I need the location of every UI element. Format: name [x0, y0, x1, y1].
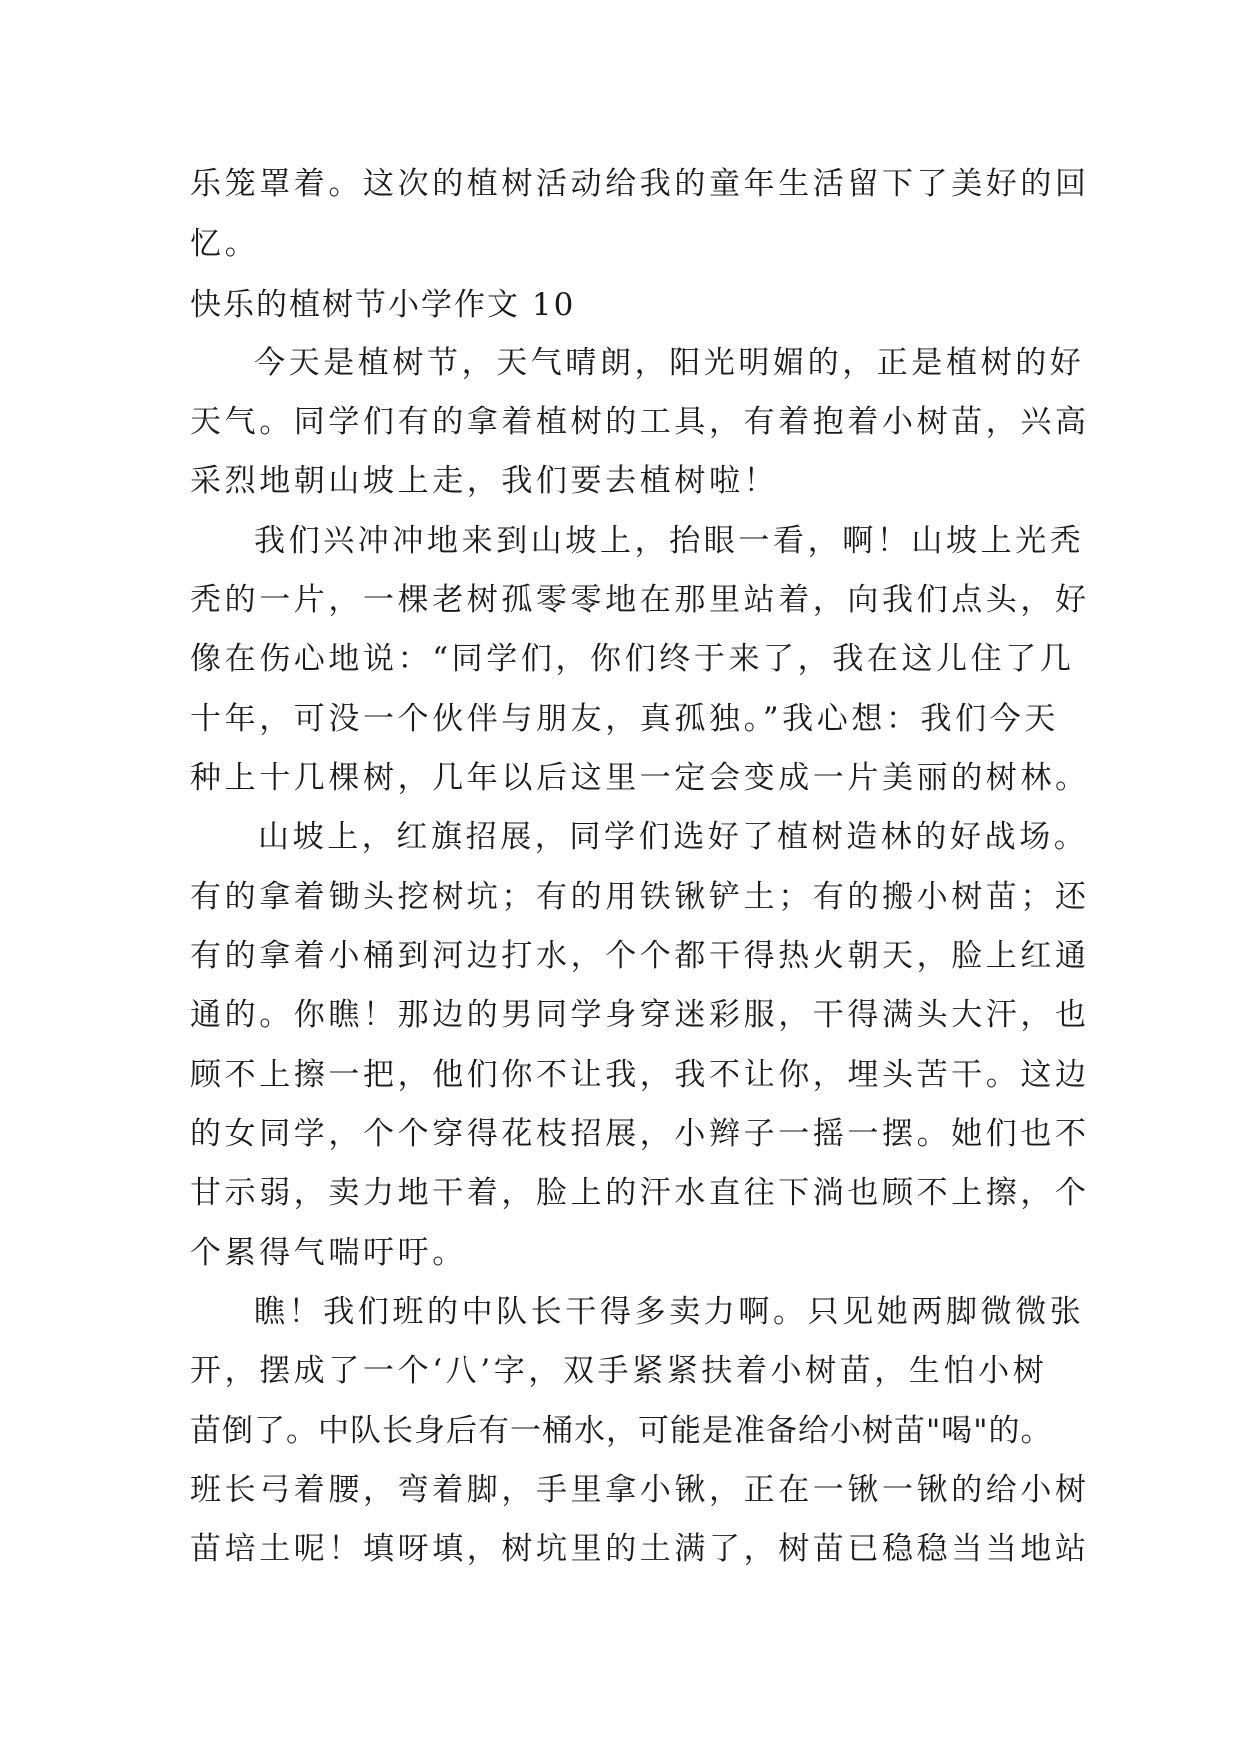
text-line: 像在伤心地说：“同学们，你们终于来了，我在这儿住了几: [190, 641, 1075, 677]
text-line: 乐笼罩着。这次的植树活动给我的童年生活留下了美好的回: [190, 166, 1090, 202]
text-line: 采烈地朝山坡上走，我们要去植树啦！: [190, 463, 779, 499]
text-line: 有的拿着锄头挖树坑；有的用铁锹铲土；有的搬小树苗；还: [190, 879, 1090, 915]
text-line: 苗培土呢！填呀填，树坑里的土满了，树苗已稳稳当当地站: [190, 1531, 1090, 1567]
text-line: 甘示弱，卖力地干着，脸上的汗水直往下淌也顾不上擦，个: [190, 1175, 1090, 1211]
text-line: 班长弓着腰，弯着脚，手里拿小锹，正在一锹一锹的给小树: [190, 1472, 1090, 1508]
text-line: 今天是植树节，天气晴朗，阳光明媚的，正是植树的好: [254, 345, 1085, 381]
text-line: 通的。你瞧！那边的男同学身穿迷彩服，干得满头大汗，也: [190, 997, 1090, 1033]
text-line: 十年，可没一个伙伴与朋友，真孤独。”我心想：我们今天: [190, 701, 1059, 737]
text-line: 天气。同学们有的拿着植树的工具，有着抱着小树苗，兴高: [190, 404, 1090, 440]
text-line: 秃的一片，一棵老树孤零零地在那里站着，向我们点头，好: [190, 582, 1090, 618]
text-line: 顾不上擦一把，他们你不让我，我不让你，埋头苦干。这边: [190, 1057, 1090, 1093]
text-line: 有的拿着小桶到河边打水，个个都干得热火朝天，脸上红通: [190, 938, 1090, 974]
text-line: 开，摆成了一个‘八’字，双手紧紧扶着小树苗，生怕小树: [190, 1353, 1048, 1389]
text-line: 个累得气喘吁吁。: [190, 1235, 467, 1271]
section-heading: 快乐的植树节小学作文 10: [190, 287, 576, 323]
text-line: 我们兴冲冲地来到山坡上，抬眼一看，啊！山坡上光秃: [254, 523, 1085, 559]
text-line: 忆。: [190, 226, 260, 262]
text-line: 山坡上，红旗招展，同学们选好了植树造林的好战场。: [258, 819, 1089, 855]
text-line: 瞧！我们班的中队长干得多卖力啊。只见她两脚微微张: [254, 1294, 1085, 1330]
text-line: 苗倒了。中队长身后有一桶水，可能是准备给小树苗"喝"的。: [190, 1413, 1053, 1449]
text-line: 的女同学，个个穿得花枝招展，小辫子一摇一摆。她们也不: [190, 1116, 1090, 1152]
text-line: 种上十几棵树，几年以后这里一定会变成一片美丽的树林。: [190, 760, 1090, 796]
